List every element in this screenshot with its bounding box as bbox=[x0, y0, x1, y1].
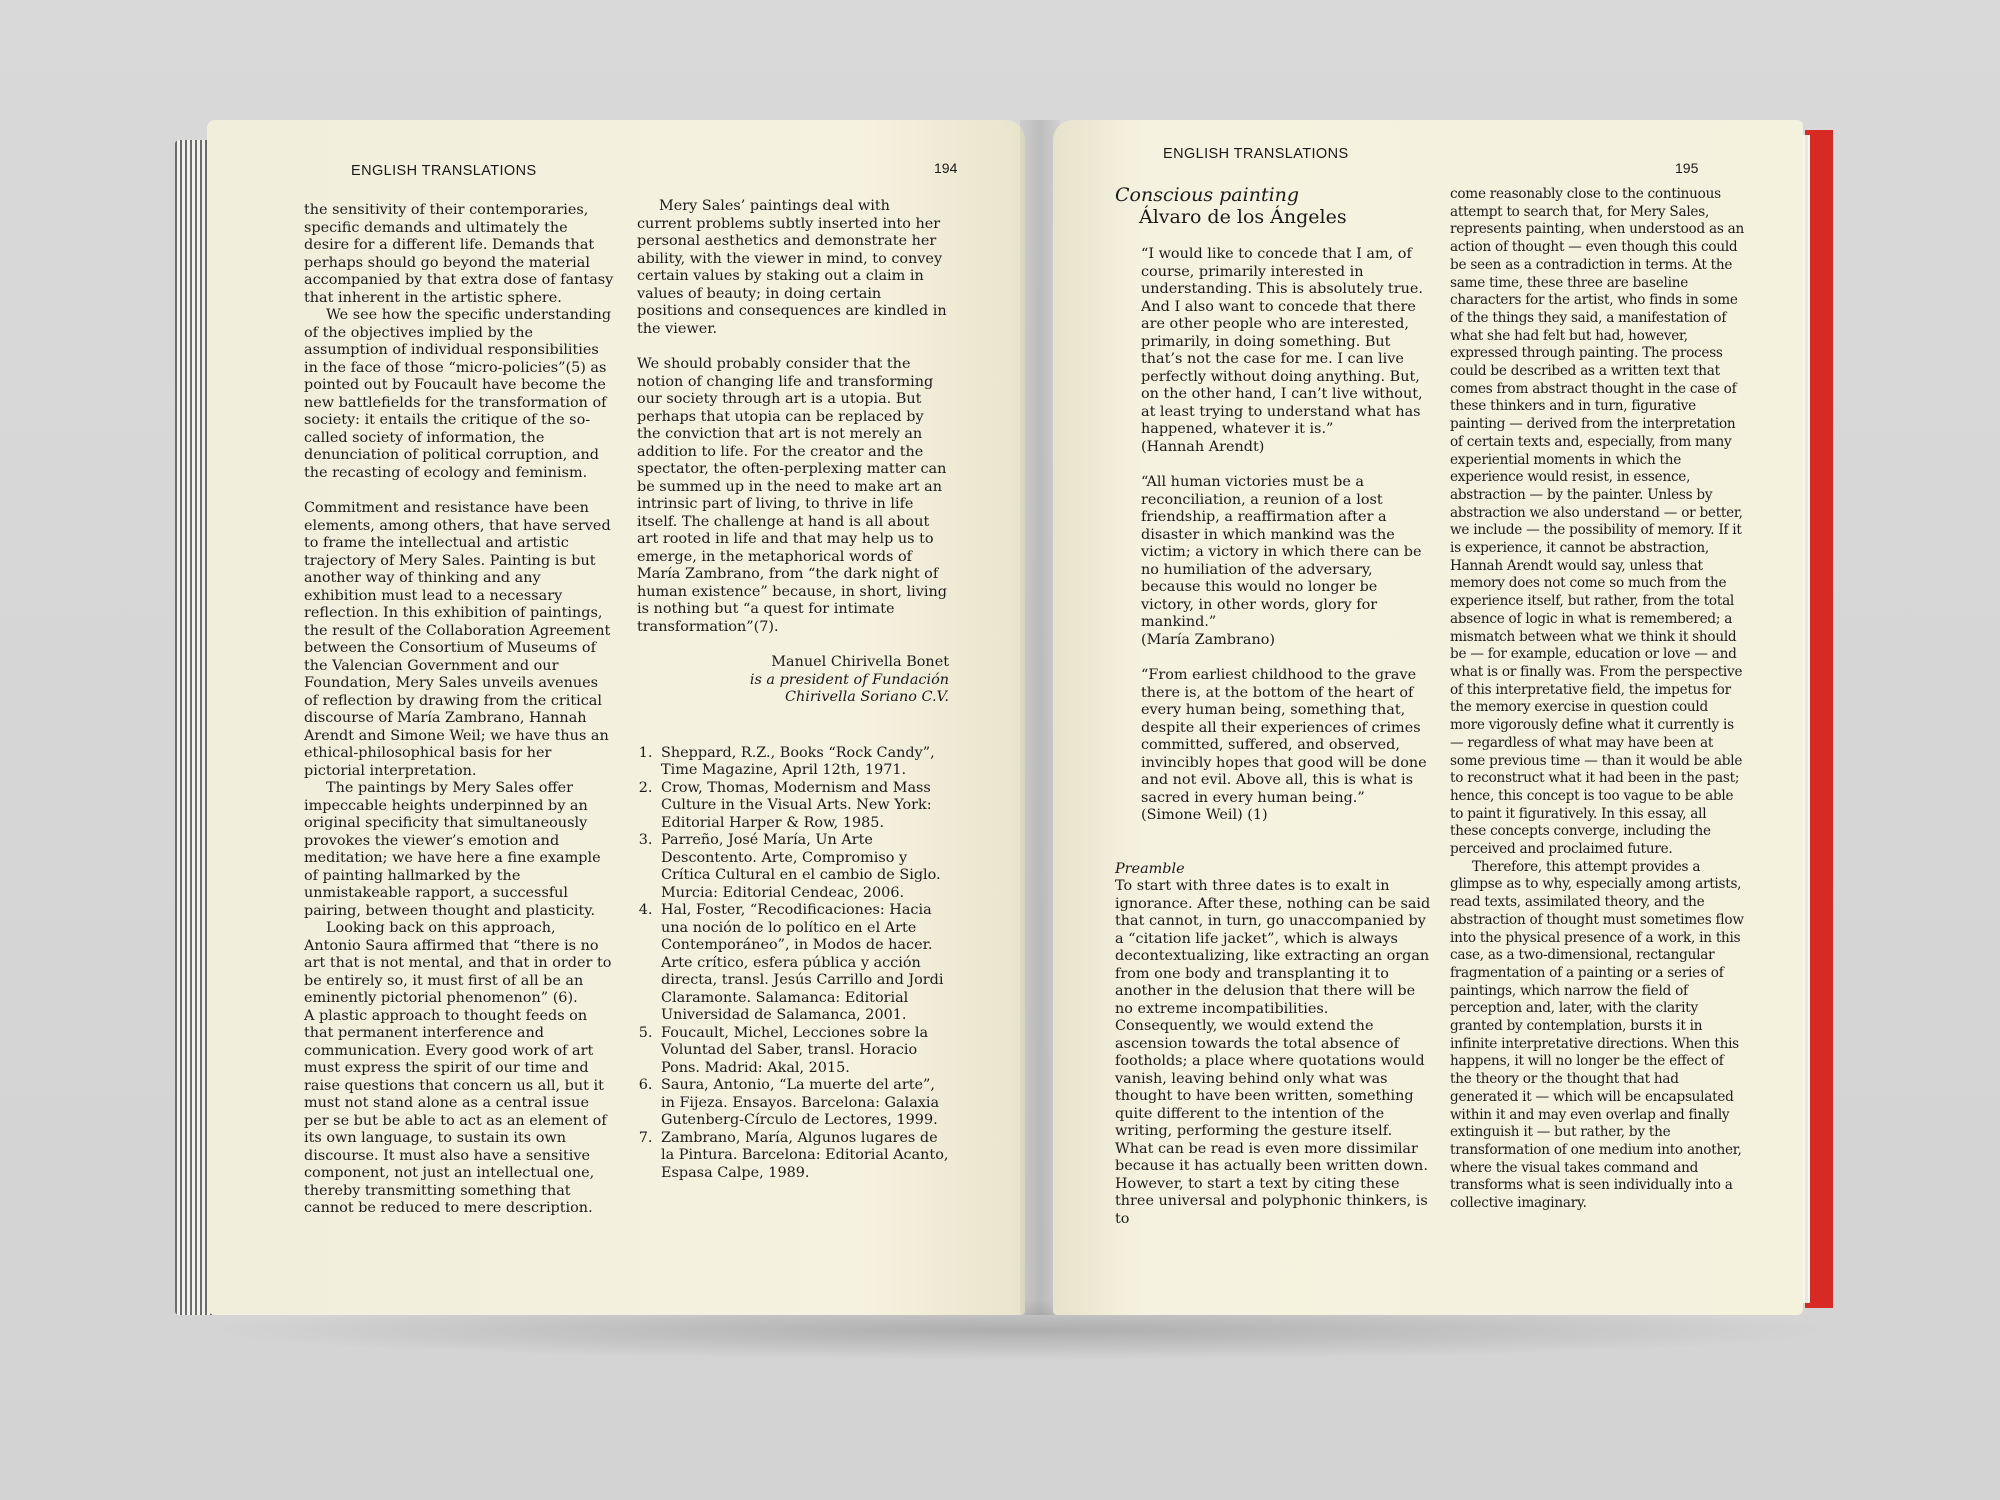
signature-role: Chirivella Soriano C.V. bbox=[785, 689, 949, 705]
endnote: 3. Parreño, José María, Un Arte Descontento. Arte, Compromiso y Crítica Cultural en el cambio de Siglo. Murcia: Editorial Cendeac, 2006. bbox=[657, 832, 949, 902]
paragraph: The paintings by Mery Sales offer impeccable heights underpinned by an original specificity that simultaneously provokes the viewer’s emotion and meditation; we have here a fine example of painting hallmarked by the unmistakeable rapport, a successful pairing, between thought and plasticity. bbox=[304, 780, 601, 919]
signature-name: Manuel Chirivella Bonet bbox=[771, 654, 949, 670]
quote-source: (Simone Weil) (1) bbox=[1141, 807, 1268, 823]
epigraph-quote bbox=[1115, 246, 1433, 456]
running-head: ENGLISH TRANSLATIONS bbox=[1163, 146, 1349, 162]
open-book bbox=[185, 120, 1825, 1320]
paragraph: We see how the specific understanding of the objectives implied by the assumption of individual responsibilities in the face of those “micro-policies”(5) as pointed out by Foucault have become the new battlefields for the transformation of society: it entails the critique of the so-called society of information, the denunciation of political corruption, and the recasting of ecology and feminism. bbox=[304, 307, 612, 481]
quote-source: (María Zambrano) bbox=[1141, 631, 1276, 648]
quote-text: “From earliest childhood to the grave there is, at the bottom of the heart of every human being, something that, despite all their experiences of crimes committed, suffered, and observed, invincibly hopes that good will be done and not evil. Above all, this is what is sacred in every human being.” bbox=[1141, 667, 1427, 806]
paragraph: Mery Sales’ paintings deal with current problems subtly inserted into her personal aesthetics and demonstrate her ability, with the viewer in mind, to convey certain values by staking out a claim in values of beauty; in doing certain positions and consequences are kindled in the viewer. bbox=[637, 198, 947, 337]
endnote: 7. Zambrano, María, Algunos lugares de la Pintura. Barcelona: Editorial Acanto, Espasa Calpe, 1989. bbox=[657, 1130, 949, 1183]
right-page bbox=[1053, 120, 1803, 1315]
essay-author: Álvaro de los Ángeles bbox=[1139, 206, 1347, 228]
endnote: 1. Sheppard, R.Z., Books “Rock Candy”, Time Magazine, April 12th, 1971. bbox=[657, 745, 949, 780]
right-column-1 bbox=[1115, 184, 1433, 1228]
paragraph: A plastic approach to thought feeds on that permanent interference and communication. Every good work of art must express the spirit of our time and raise questions that concern us all, but it must not stand alone as a central issue per se but be able to act as an element of its own language, to sustain its own discourse. It must also have a sensitive component, not just an intellectual one, thereby transmitting something that cannot be reduced to mere description. bbox=[304, 1007, 607, 1216]
essay-title: Conscious painting bbox=[1115, 184, 1300, 206]
left-column-2 bbox=[637, 198, 949, 1182]
endnote: 6. Saura, Antonio, “La muerte del arte”, in Fijeza. Ensayos. Barcelona: Galaxia Gutenberg-Círculo de Lectores, 1999. bbox=[657, 1077, 949, 1130]
right-column-2 bbox=[1450, 186, 1745, 1213]
quote-text: “All human victories must be a reconciliation, a reunion of a lost friendship, a reaffirmation after a disaster in which mankind was the victim; a victory in which there can be no humiliation of the adversary, because this would no longer be victory, in other words, glory for mankind.” bbox=[1141, 474, 1422, 630]
endnote: 2. Crow, Thomas, Modernism and Mass Culture in the Visual Arts. New York: Editorial Harper & Row, 1985. bbox=[657, 780, 949, 833]
epigraph-quote bbox=[1115, 667, 1433, 825]
quote-source: (Hannah Arendt) bbox=[1141, 438, 1265, 455]
page-number: 195 bbox=[1675, 160, 1699, 176]
signature-role: is a president of Fundación bbox=[749, 671, 949, 688]
left-column-1 bbox=[304, 202, 614, 1218]
running-head: ENGLISH TRANSLATIONS bbox=[351, 163, 537, 179]
page-number: 194 bbox=[934, 160, 958, 176]
paragraph: We should probably consider that the notion of changing life and transforming our society through art is a utopia. But perhaps that utopia can be replaced by the conviction that art is not merely an addition to life. For the creator and the spectator, the often-perplexing matter can be summed up in the need to make art an intrinsic part of living, to thrive in life itself. The challenge at hand is all about art rooted in life and that may help us to emerge, in the metaphorical words of María Zambrano, from “the dark night of human existence” because, in short, living is nothing but “a quest for intimate transformation”(7). bbox=[637, 356, 947, 635]
paragraph: Looking back on this approach, Antonio Saura affirmed that “there is no art that is not mental, and that in order to be entirely so, it must first of all be an eminently pictorial phenomenon” (6). bbox=[304, 920, 612, 1006]
paragraph: Therefore, this attempt provides a glimpse as to why, especially among artists, read texts, assimilated theory, and the abstraction of thought must sometimes flow into the physical presence of a work, in this case, as a two-dimensional, rectangular fragmentation of a painting or a series of paintings, which narrow the field of perception and, later, with the clarity granted by contemplation, bursts it in infinite interpretative directions. When this happens, it will no longer be the effect of the theory or the thought that had generated it — which will be encapsulated within it and may even overlap and finally extinguish it — but rather, by the transformation of one medium into another, where the visual takes command and transforms what is seen individually into a collective imaginary. bbox=[1450, 858, 1744, 1212]
endnote: 5. Foucault, Michel, Lecciones sobre la Voluntad del Saber, transl. Horacio Pons. Madrid: Akal, 2015. bbox=[657, 1025, 949, 1078]
endnotes-list bbox=[637, 745, 949, 1183]
paragraph: Commitment and resistance have been elements, among others, that have served to frame the intellectual and artistic trajectory of Mery Sales. Painting is but another way of thinking and any exhibition must lead to a necessary reflection. In this exhibition of paintings, the result of the Collaboration Agreement between the Consortium of Museums of the Valencian Government and our Foundation, Mery Sales unveils avenues of reflection by drawing from the critical discourse of María Zambrano, Hannah Arendt and Simone Weil; we have thus an ethical-philosophical basis for her pictorial interpretation. bbox=[304, 500, 611, 779]
endnote: 4. Hal, Foster, “Recodificaciones: Hacia una noción de lo político en el Arte Contemporáneo”, in Modos de hacer. Arte crítico, esfera pública y acción directa, transl. Jesús Carrillo and Jordi Claramonte. Salamanca: Editorial Universidad de Salamanca, 2001. bbox=[657, 902, 949, 1025]
paragraph: To start with three dates is to exalt in ignorance. After these, nothing can be said that cannot, in turn, go unaccompanied by a “citation life jacket”, which is always decontextualizing, like extracting an organ from one body and transplanting it to another in the delusion that there will be no extreme incompatibilities. Consequently, we would extend the ascension towards the total absence of footholds; a place where quotations would vanish, leaving behind only what was thought to have been written, something quite different to the intention of the writing, performing the gesture itself. What can be read is even more dissimilar because it has actually been written down. However, to start a text by citing these three universal and polyphonic thinkers, is to bbox=[1115, 878, 1431, 1227]
left-page bbox=[207, 120, 1025, 1315]
paragraph: the sensitivity of their contemporaries, specific demands and ultimately the desire for a different life. Demands that perhaps should go beyond the material accompanied by that extra dose of fantasy that inherent in the artistic sphere. bbox=[304, 202, 614, 306]
signature bbox=[637, 654, 949, 707]
section-heading: Preamble bbox=[1115, 860, 1185, 877]
quote-text: “I would like to concede that I am, of course, primarily interested in understanding. This is absolutely true. And I also want to concede that there are other people who are interested, primarily, in doing something. But that’s not the case for me. I can live perfectly without doing anything. But, on the other hand, I can’t live without, at least trying to understand what has happened, whatever it is.” bbox=[1141, 246, 1423, 437]
paragraph: come reasonably close to the continuous attempt to search that, for Mery Sales, represents painting, when understood as an action of thought — even though this could be seen as a contradiction in terms. At the same time, these three are baseline characters for the artist, who finds in some of the things they said, a manifestation of what she had felt but had, however, expressed through painting. The process could be described as a written text that comes from abstract thought in the case of these thinkers and in turn, figurative painting — derived from the interpretation of certain texts and, especially, from many experiential moments in which the experience would resist, in essence, abstraction — by the painter. Unless by abstraction we also understand — or better, we include — the possibility of memory. If it is experience, it cannot be abstraction, Hannah Arendt would say, unless that memory does not come so much from the experience itself, but rather, from the total absence of logic in what is remembered; a mismatch between what we think it should be — for example, education or love — and what is or finally was. From the perspective of this interpretative field, the impetus for the memory exercise in question could more vigorously define what it currently is — regardless of what may have been at some previous time — than it would be able to reconstruct what it had been in the past; hence, this concept is too vague to be able to paint it figuratively. In this essay, all these concepts converge, including the perceived and proclaimed future. bbox=[1450, 186, 1744, 858]
epigraph-quote bbox=[1115, 474, 1433, 649]
